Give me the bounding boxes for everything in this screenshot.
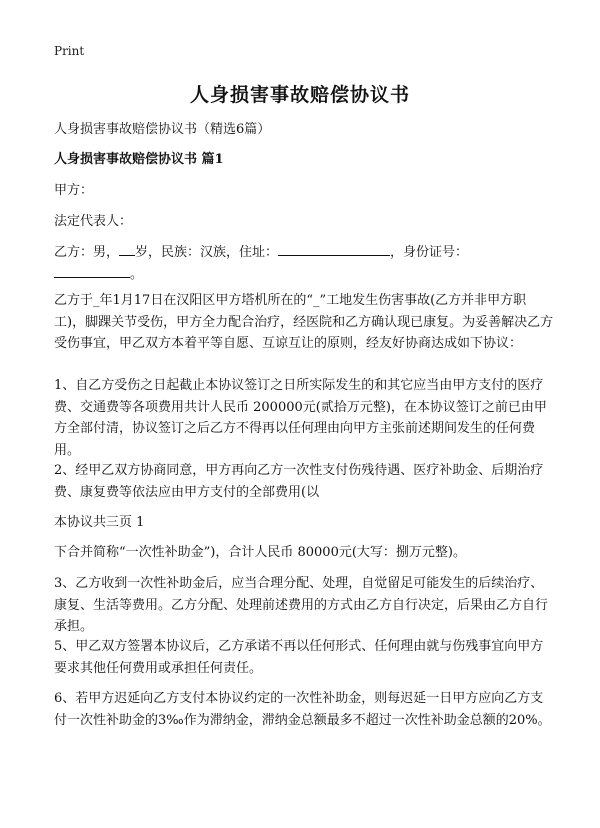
party-b-line: [54, 242, 554, 285]
party-a-line: 甲方：: [54, 183, 94, 198]
id-number-blank: [54, 264, 130, 278]
page-note: 本协议共三页 1: [54, 515, 145, 530]
party-b-prefix: 乙方：男，: [54, 245, 120, 260]
legal-rep-line: 法定代表人：: [54, 214, 133, 229]
section-heading: 人身损害事故赔偿协议书 篇1: [54, 152, 224, 167]
clause-2: 2、经甲乙双方协商同意，甲方再向乙方一次性支付伤残待遇、医疗补助金、后期治疗费、康复费等依法应由甲方支付的全部费用(以: [54, 463, 544, 500]
clause-3: 3、乙方收到一次性补助金后，应当合理分配、处理，自觉留足可能发生的后续治疗、康复、生活等费用。乙方分配、处理前述费用的方式由乙方自行决定，后果由乙方自行承担。: [54, 576, 549, 634]
clause-5: 5、甲乙双方签署本协议后，乙方承诺不再以任何形式、任何理由就与伤残事宜向甲方要求其他任何费用或承担任何责任。: [54, 639, 544, 676]
clause-6: 6、若甲方迟延向乙方支付本协议约定的一次性补助金，则每迟延一日甲方应向乙方支付一次性补助金的3‰作为滞纳金，滞纳金总额最多不超过一次性补助金总额的20%。: [54, 691, 551, 728]
party-b-age-label: 岁，民族：汉族，住址：: [135, 245, 279, 260]
age-blank: [119, 242, 135, 256]
print-label: Print: [54, 44, 85, 58]
clause-2-continued: 下合并简称“一次性补助金”)，合计人民币 80000元(大写：捌万元整)。: [54, 545, 466, 560]
address-blank: [278, 242, 390, 256]
party-b-end: 。: [130, 266, 144, 282]
intro-paragraph: 乙方于_年1月17日在汉阳区甲方塔机所在的“_”工地发生伤害事故(乙方并非甲方职工)，脚踝关节受伤，甲方全力配合治疗，经医院和乙方确认现已康复。为妥善解决乙方受伤事宜，甲乙双方本着平等自愿、互谅互让的原则，经友好协商达成如下协议：: [54, 293, 554, 351]
clause-1: 1、自乙方受伤之日起截止本协议签订之日所实际发生的和其它应当由甲方支付的医疗费、交通费等各项费用共计人民币 200000元(贰拾万元整)，在本协议签订之前已由甲方全部付清，协议签订之后乙方不得再以任何理由向甲方主张前述期间发生的任何费用。: [54, 378, 547, 458]
document-title: 人身损害事故赔偿协议书: [189, 84, 410, 106]
document-subtitle: 人身损害事故赔偿协议书（精选6篇）: [54, 122, 271, 137]
party-b-id-label: ，身份证号：: [390, 245, 469, 260]
